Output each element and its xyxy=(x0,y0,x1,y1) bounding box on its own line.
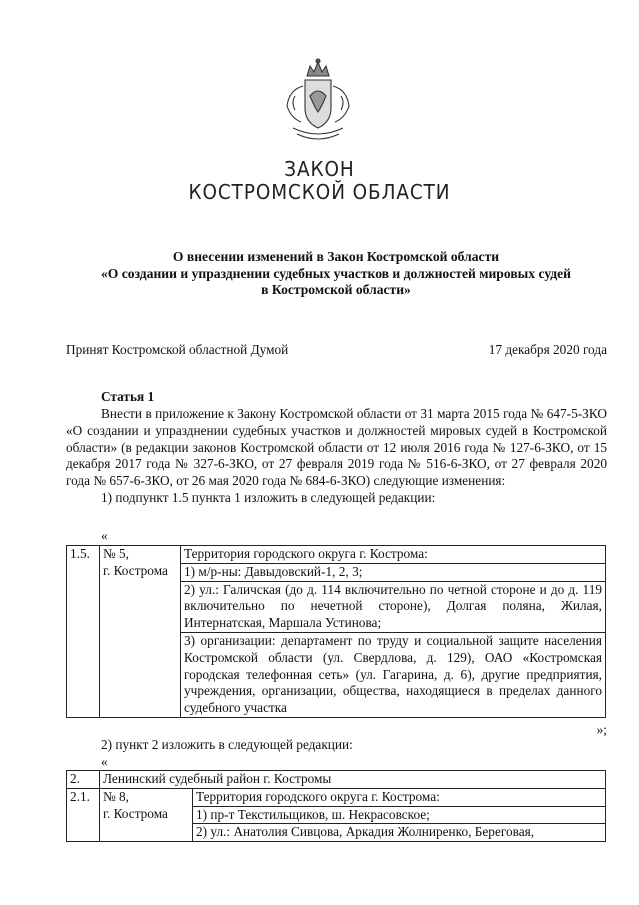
site-city: г. Кострома xyxy=(103,562,168,578)
site-number: № 8, xyxy=(103,788,129,804)
amendment-table-2 xyxy=(66,770,606,842)
table-cell-territory xyxy=(193,788,606,841)
article-body xyxy=(66,406,607,507)
table-cell-number: 1.5. xyxy=(67,546,100,718)
table-cell-site xyxy=(100,788,193,841)
adopted-date: 17 декабря 2020 года xyxy=(488,342,607,357)
amendment-table-1 xyxy=(66,545,606,718)
table-cell-district: Ленинский судебный район г. Костромы xyxy=(100,771,606,789)
territory-line: 2) ул.: Галичская (до д. 114 включительно по четной стороне и до д. 119 включительно по нечетной стороне), Долгая поляна, Жилая, Интернатская, Маршала Устинова; xyxy=(181,582,605,633)
adopted-by: Принят Костромской областной Думой xyxy=(66,342,289,357)
coat-of-arms-icon xyxy=(277,56,359,144)
law-title-line1: ЗАКОН xyxy=(284,157,355,181)
territory-line: Территория городского округа г. Кострома: xyxy=(181,546,605,564)
table-cell-number: 2.1. xyxy=(67,788,100,841)
table-cell-territory xyxy=(181,546,606,718)
table-cell-number: 2. xyxy=(67,771,100,789)
quote-open: « xyxy=(101,528,108,543)
heading-line: в Костромской области» xyxy=(261,282,411,298)
quote-open: « xyxy=(101,754,108,769)
quote-close: »; xyxy=(596,722,607,737)
site-number: № 5, xyxy=(103,546,129,561)
territory-line: Территория городского округа г. Кострома: xyxy=(193,789,605,807)
article-intro: Внести в приложение к Закону Костромской области от 31 марта 2015 года № 647-5-ЗКО «О создании и упразднении судебных участков и должностей мировых судей в Костромской области» (в редакции законов Костромской области от 12 июля 2016 года № 127-6-ЗКО, от 15 декабря 2017 года № 327-6-ЗКО, от 27 февраля 2019 года № 516-6-ЗКО, от 27 февраля 2020 года № 657-6-ЗКО, от 26 мая 2020 года № 684-6-ЗКО) следующие изменения: xyxy=(66,406,607,489)
heading-line: О внесении изменений в Закон Костромской области xyxy=(172,249,500,264)
territory-line: 2) ул.: Анатолия Сивцова, Аркадия Жолниренко, Береговая, xyxy=(196,824,535,840)
article-title: Статья 1 xyxy=(101,389,155,404)
table-row xyxy=(67,771,606,789)
table-cell-site xyxy=(100,546,181,718)
site-city: г. Кострома xyxy=(103,805,168,821)
law-title-line2: КОСТРОМСКОЙ ОБЛАСТИ xyxy=(188,180,451,204)
territory-line: 1) м/р-ны: Давыдовский-1, 2, 3; xyxy=(181,564,605,582)
amendment-item-2: 2) пункт 2 изложить в следующей редакции: xyxy=(101,737,353,752)
amendment-item-1: 1) подпункт 1.5 пункта 1 изложить в следующей редакции: xyxy=(101,489,436,505)
territory-line: 3) организации: департамент по труду и социальной защите населения Костромской области (ул. Свердлова, д. 129), ОАО «Костромская городская телефонная сеть» (ул. Гагарина, д. 6), другие предприятия, учреждения, организации, общества, находящиеся в пределах данного судебного участка xyxy=(184,632,602,716)
territory-line: 1) пр-т Текстильщиков, ш. Некрасовское; xyxy=(193,807,605,825)
table-row xyxy=(67,546,606,718)
table-row xyxy=(67,788,606,841)
heading-line: «О создании и упразднении судебных участков и должностей мировых судей xyxy=(100,265,572,281)
document-heading xyxy=(66,249,606,299)
